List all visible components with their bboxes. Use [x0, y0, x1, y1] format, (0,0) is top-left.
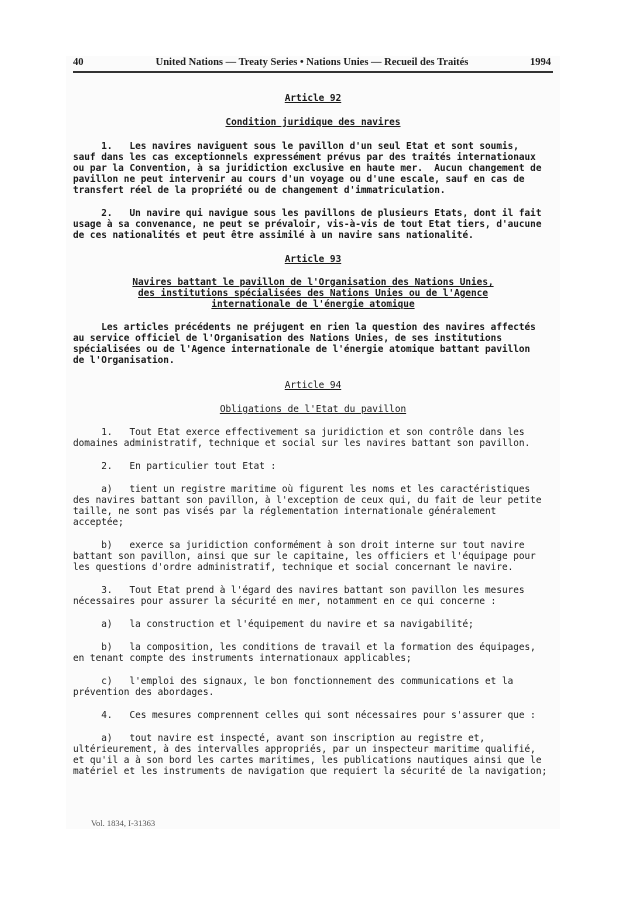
- article-subtitle: Navires battant le pavillon de l'Organisation des Nations Unies,: [132, 277, 494, 288]
- text-line: b) exerce sa juridiction conformément à son droit interne sur tout navire: [73, 540, 525, 551]
- text-line: c) l'emploi des signaux, le bon fonctionnement des communications et la: [73, 676, 514, 687]
- article-subtitle: Obligations de l'Etat du pavillon: [219, 404, 407, 415]
- text-line: pavillon ne peut intervenir au cours d'un voyage ou d'une escale, sauf en cas de: [73, 174, 525, 185]
- text-line: 1. Les navires naviguent sous le pavillon d'un seul Etat et sont soumis,: [73, 141, 519, 152]
- text-line: de ces nationalités et peut être assimilé à un navire sans nationalité.: [73, 230, 474, 241]
- text-line: au service officiel de l'Organisation des Nations Unies, de ses institutions: [73, 333, 502, 344]
- text-line: a) la construction et l'équipement du navire et sa navigabilité;: [73, 619, 474, 630]
- text-line: ou par la Convention, à sa juridiction exclusive en haute mer. Aucun changement de: [73, 163, 542, 174]
- text-line: 2. En particulier tout Etat :: [73, 461, 277, 472]
- text-line: des navires battant son pavillon, à l'exception de ceux qui, du fait de leur petite: [73, 495, 542, 506]
- article-subtitle: internationale de l'énergie atomique: [211, 299, 415, 310]
- text-line: b) la composition, les conditions de travail et la formation des équipages,: [73, 642, 536, 653]
- article-heading: Article 94: [284, 380, 342, 391]
- article-subtitle: des institutions spécialisées des Nations Unies ou de l'Agence: [138, 288, 488, 299]
- text-line: transfert réel de la propriété ou de changement d'immatriculation.: [73, 185, 446, 196]
- text-line: 4. Ces mesures comprennent celles qui sont nécessaires pour s'assurer que :: [73, 710, 536, 721]
- text-line: 1. Tout Etat exerce effectivement sa juridiction et son contrôle dans les: [73, 427, 525, 438]
- footer-reference: Vol. 1834, I-31363: [91, 818, 156, 828]
- text-line: de l'Organisation.: [73, 355, 175, 366]
- text-line: prévention des abordages.: [73, 687, 215, 698]
- page-number: 40: [73, 57, 84, 68]
- series-title: United Nations — Treaty Series • Nations Unies — Recueil des Traités: [155, 57, 469, 68]
- year: 1994: [530, 57, 551, 68]
- article-heading: Article 93: [284, 254, 342, 265]
- text-line: Les articles précédents ne préjugent en rien la question des navires affectés: [73, 322, 536, 333]
- text-line: taille, ne sont pas visés par la réglementation internationale généralement: [73, 506, 497, 517]
- text-line: a) tout navire est inspecté, avant son inscription au registre et,: [73, 733, 486, 744]
- text-line: ultérieurement, à des intervalles appropriés, par un inspecteur maritime qualifié,: [73, 744, 536, 755]
- text-line: les questions d'ordre administratif, technique et social concernant le navire.: [73, 562, 514, 573]
- article-subtitle: Condition juridique des navires: [225, 117, 401, 128]
- text-line: usage à sa convenance, ne peut se prévaloir, vis-à-vis de tout Etat tiers, d'aucune: [73, 219, 542, 230]
- text-line: nécessaires pour assurer la sécurité en mer, notamment en ce qui concerne :: [73, 596, 497, 607]
- text-line: et qu'il a à son bord les cartes maritimes, les publications nautiques ainsi que le: [73, 755, 542, 766]
- text-line: 2. Un navire qui navigue sous les pavillons de plusieurs Etats, dont il fait: [73, 208, 542, 219]
- text-line: sauf dans les cas exceptionnels expressément prévus par des traités internationaux: [73, 152, 536, 163]
- running-header: [73, 56, 551, 70]
- text-line: 3. Tout Etat prend à l'égard des navires battant son pavillon les mesures: [73, 585, 525, 596]
- header-rule: [73, 71, 553, 73]
- text-line: domaines administratif, technique et social sur les navires battant son pavillon.: [73, 438, 531, 449]
- text-line: acceptée;: [73, 517, 124, 528]
- article-heading: Article 92: [284, 93, 342, 104]
- text-line: en tenant compte des instruments internationaux applicables;: [73, 653, 412, 664]
- text-line: a) tient un registre maritime où figurent les noms et les caractéristiques: [73, 484, 531, 495]
- text-line: matériel et les instruments de navigation que requiert la sécurité de la navigation;: [73, 766, 548, 777]
- text-line: spécialisées ou de l'Agence internationale de l'énergie atomique battant pavillon: [73, 344, 531, 355]
- text-line: battant son pavillon, ainsi que sur le capitaine, les officiers et l'équipage pour: [73, 551, 536, 562]
